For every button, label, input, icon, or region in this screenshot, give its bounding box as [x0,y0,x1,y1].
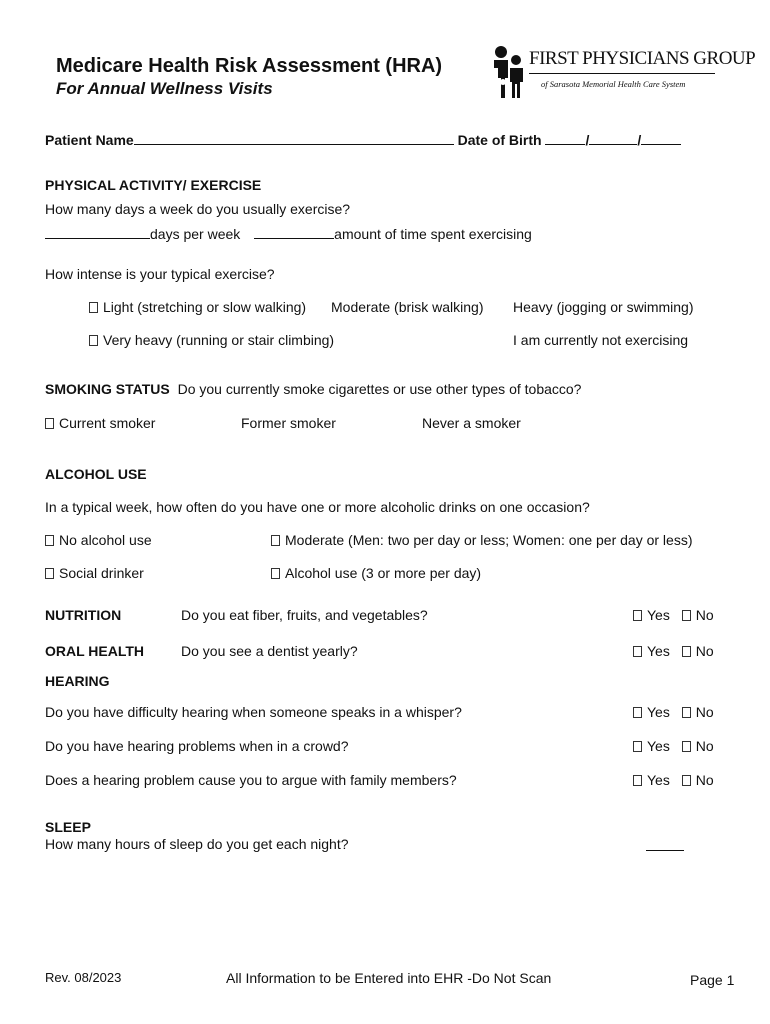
yes-label: Yes [647,704,670,720]
option-label: Never a smoker [422,415,521,431]
option-light[interactable] [89,299,306,315]
no-option[interactable] [682,643,714,659]
checkbox[interactable] [89,302,98,313]
option-social-drinker[interactable] [45,565,144,581]
yes-label: Yes [647,772,670,788]
option-label: Very heavy (running or stair climbing) [103,332,335,348]
hearing-question-whisper: Do you have difficulty hearing when someone speaks in a whisper? [45,704,462,720]
option-current-smoker[interactable] [45,415,155,431]
checkbox[interactable] [633,741,642,752]
option-label: I am currently not exercising [513,332,689,348]
alcohol-question: In a typical week, how often do you have one or more alcoholic drinks on one occasion? [45,499,590,515]
hearing-question-crowd: Do you have hearing problems when in a crowd? [45,738,349,754]
option-label: Alcohol use (3 or more per day) [285,565,482,581]
option-no-alcohol[interactable] [45,532,152,548]
yes-option[interactable] [633,772,670,788]
yes-label: Yes [647,643,670,659]
oral-health-question: Do you see a dentist yearly? [181,643,358,659]
yes-option[interactable] [633,704,670,720]
yes-option[interactable] [633,738,670,754]
option-former-smoker[interactable] [241,415,336,431]
checkbox[interactable] [682,741,691,752]
no-label: No [695,607,714,623]
option-moderate[interactable] [331,299,484,315]
yes-option[interactable] [633,643,670,659]
option-label: Moderate (Men: two per day or less; Women: one per day or less) [285,532,693,548]
page-number: Page 1 [690,972,735,988]
sleep-heading: SLEEP [45,819,91,835]
nutrition-question: Do you eat fiber, fruits, and vegetables? [181,607,428,623]
option-very-heavy[interactable] [89,332,334,348]
option-moderate-alcohol[interactable] [271,532,692,548]
no-label: No [695,643,714,659]
alcohol-heading: ALCOHOL USE [45,466,147,482]
option-label: No alcohol use [59,532,152,548]
logo-rule [529,73,715,74]
patient-name-row [45,132,681,148]
option-label: Heavy (jogging or swimming) [513,299,694,315]
dob-label: Date of Birth [457,132,542,148]
patient-name-field[interactable] [134,143,454,145]
checkbox[interactable] [271,535,280,546]
days-per-week-label: days per week [150,226,241,242]
option-not-exercising[interactable] [513,332,688,348]
patient-name-label: Patient Name [45,132,134,148]
checkbox[interactable] [682,707,691,718]
footer-notice: All Information to be Entered into EHR -Do Not Scan [226,970,552,986]
family-figures-icon [490,44,530,100]
no-option[interactable] [682,607,714,623]
exercise-time-label: amount of time spent exercising [334,226,532,242]
nutrition-answers [633,607,714,623]
sleep-question: How many hours of sleep do you get each night? [45,836,349,852]
checkbox[interactable] [45,535,54,546]
checkbox[interactable] [271,568,280,579]
page-subtitle: For Annual Wellness Visits [56,79,273,98]
exercise-intensity-question: How intense is your typical exercise? [45,266,275,282]
no-option[interactable] [682,704,714,720]
organization-logo [490,44,530,103]
yes-label: Yes [647,607,670,623]
nutrition-heading: NUTRITION [45,607,122,623]
smoking-heading: SMOKING STATUS [45,381,170,397]
smoking-question: Do you currently smoke cigarettes or use other types of tobacco? [177,381,582,397]
physical-activity-heading: PHYSICAL ACTIVITY/ EXERCISE [45,177,262,193]
option-heavy-alcohol[interactable] [271,565,481,581]
option-heavy[interactable] [513,299,694,315]
revision-date: Rev. 08/2023 [45,970,122,985]
option-label: Former smoker [241,415,336,431]
dob-separator: / [585,132,590,148]
checkbox[interactable] [633,610,642,621]
checkbox[interactable] [633,646,642,657]
no-option[interactable] [682,738,714,754]
no-label: No [695,772,714,788]
logo-name: FIRST PHYSICIANS GROUP [529,48,756,69]
hearing-question-argue: Does a hearing problem cause you to argue with family members? [45,772,457,788]
option-label: Current smoker [59,415,156,431]
option-label: Social drinker [59,565,144,581]
checkbox[interactable] [89,335,98,346]
sleep-hours-field[interactable] [646,850,684,851]
yes-option[interactable] [633,607,670,623]
page-title: Medicare Health Risk Assessment (HRA) [56,55,443,77]
dob-day-field[interactable] [589,143,637,145]
checkbox[interactable] [633,775,642,786]
logo-tagline: of Sarasota Memorial Health Care System [541,79,686,89]
dob-month-field[interactable] [545,143,585,145]
dob-year-field[interactable] [641,143,681,145]
hearing-argue-answers [633,772,714,788]
yes-label: Yes [647,738,670,754]
exercise-time-field[interactable] [254,237,334,239]
oral-health-answers [633,643,714,659]
dob-separator: / [637,132,642,148]
exercise-days-question: How many days a week do you usually exercise? [45,201,351,217]
no-label: No [695,738,714,754]
checkbox[interactable] [682,646,691,657]
option-never-smoker[interactable] [422,415,521,431]
checkbox[interactable] [682,775,691,786]
checkbox[interactable] [633,707,642,718]
no-label: No [695,704,714,720]
hearing-whisper-answers [633,704,714,720]
oral-health-heading: ORAL HEALTH [45,643,145,659]
hearing-crowd-answers [633,738,714,754]
option-label: Moderate (brisk walking) [331,299,484,315]
days-per-week-field[interactable] [45,237,150,239]
checkbox[interactable] [682,610,691,621]
exercise-days-row [45,226,532,242]
no-option[interactable] [682,772,714,788]
smoking-row [45,381,581,397]
checkbox[interactable] [45,568,54,579]
hearing-heading: HEARING [45,673,110,689]
option-label: Light (stretching or slow walking) [103,299,307,315]
checkbox[interactable] [45,418,54,429]
